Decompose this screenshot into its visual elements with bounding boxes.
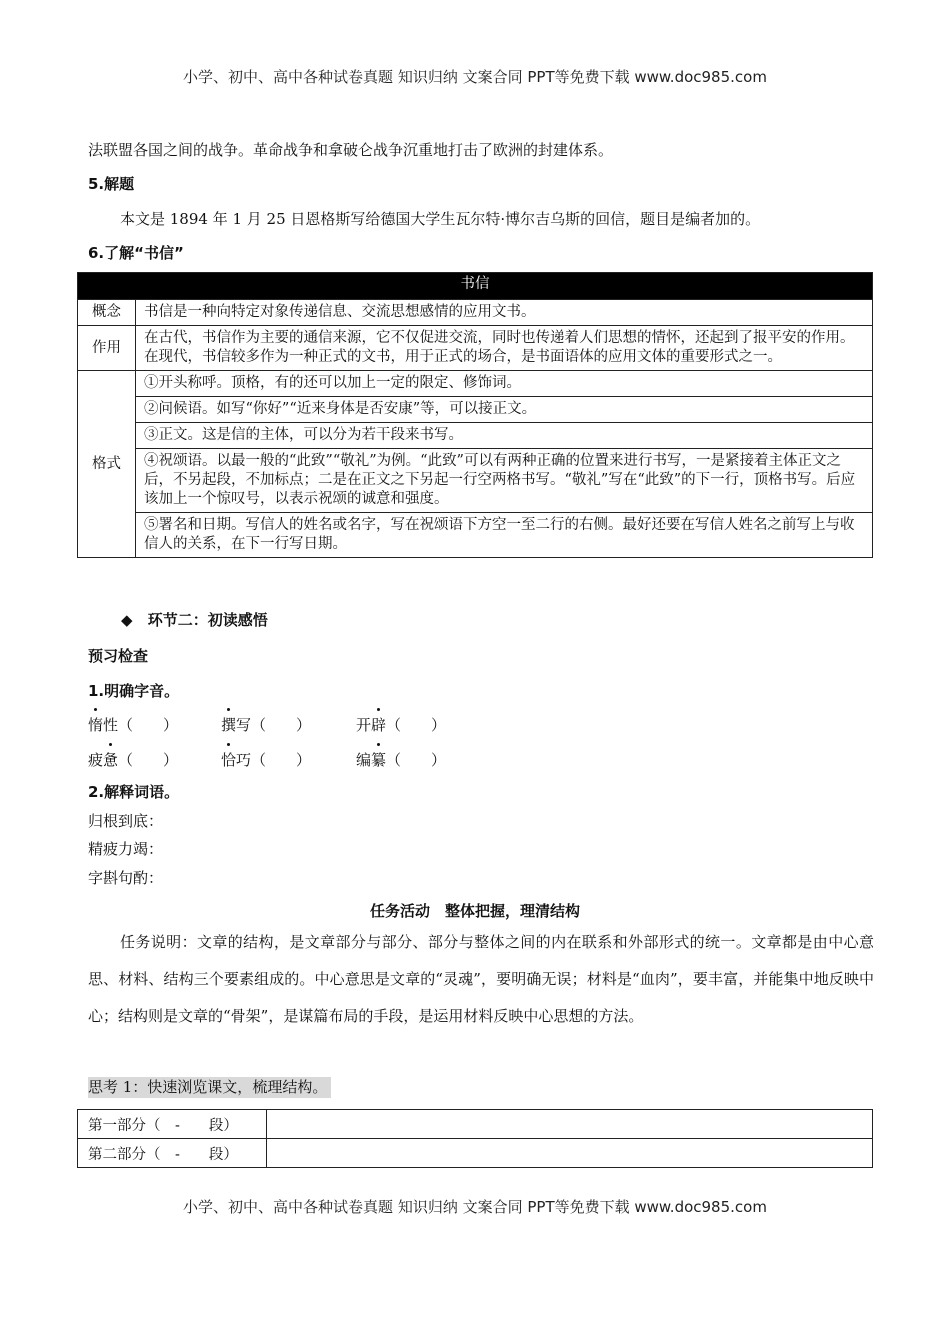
stage2-title: 环节二：初读感悟 bbox=[147, 611, 268, 629]
format-item: ②问候语。如写“你好”“近来身体是否安康”等，可以接正文。 bbox=[136, 397, 873, 423]
think1-prompt: 思考 1：快速浏览课文，梳理结构。 bbox=[88, 1077, 331, 1098]
section5-title: 5.解题 bbox=[88, 175, 135, 193]
task-description: 任务说明：文章的结构，是文章部分与部分、部分与整体之间的内在联系和外部形式的统一。文章都是由中心意思、材料、结构三个要素组成的。中心意思是文章的“灵魂”，要明确无误；材料是“血肉”，要丰富，并能集中地反映中心；结构则是文章的“骨架”，是谋篇布局的手段，是运用材料反映中心思想的方法。 bbox=[88, 933, 874, 1025]
term-item: 精疲力竭： bbox=[88, 840, 164, 858]
structure-part-label: 第二部分（ - 段） bbox=[78, 1139, 267, 1168]
structure-part-input[interactable] bbox=[267, 1139, 873, 1168]
format-item: ⑤署名和日期。写信人的姓名或名字，写在祝颂语下方空一至二行的右侧。最好还要在写信人姓名之前写上与收信人的关系，在下一行写日期。 bbox=[136, 513, 873, 558]
page-footer: 小学、初中、高中各种试卷真题 知识归纳 文案合同 PPT等免费下载 www.doc985.com bbox=[183, 1198, 767, 1216]
stage2-heading bbox=[121, 609, 268, 630]
page-header: 小学、初中、高中各种试卷真题 知识归纳 文案合同 PPT等免费下载 www.doc985.com bbox=[183, 68, 767, 86]
pinyin-item: 开辟（ ） bbox=[356, 716, 447, 734]
q1-title: 1.明确字音。 bbox=[88, 682, 180, 700]
diamond-bullet-icon: ◆ bbox=[121, 611, 133, 629]
structure-part-label: 第一部分（ - 段） bbox=[78, 1110, 267, 1139]
pinyin-item: 疲惫（ ） bbox=[88, 751, 179, 769]
format-label: 格式 bbox=[78, 371, 136, 558]
pinyin-item: 惰性（ ） bbox=[88, 716, 179, 734]
pinyin-item: 撰写（ ） bbox=[221, 716, 312, 734]
function-text: 在古代，书信作为主要的通信来源，它不仅促进交流，同时也传递着人们思想的情怀，还起到了报平安的作用。在现代，书信较多作为一种正式的文书，用于正式的场合，是书面语体的应用文体的重要形式之一。 bbox=[136, 326, 873, 371]
format-item: ①开头称呼。顶格，有的还可以加上一定的限定、修饰词。 bbox=[136, 371, 873, 397]
preview-title: 预习检查 bbox=[88, 647, 149, 665]
letter-table bbox=[77, 272, 873, 558]
term-item: 字斟句酌： bbox=[88, 869, 164, 887]
q2-title: 2.解释词语。 bbox=[88, 783, 180, 801]
pinyin-item: 恰巧（ ） bbox=[221, 751, 312, 769]
concept-label: 概念 bbox=[78, 300, 136, 326]
section5-text: 本文是 1894 年 1 月 25 日恩格斯写给德国大学生瓦尔特·博尔吉乌斯的回信，题目是编者加的。 bbox=[120, 210, 761, 228]
structure-table bbox=[77, 1109, 873, 1168]
structure-part-input[interactable] bbox=[267, 1110, 873, 1139]
term-item: 归根到底： bbox=[88, 812, 164, 830]
letter-table-header: 书信 bbox=[78, 273, 873, 300]
intro-line: 法联盟各国之间的战争。革命战争和拿破仑战争沉重地打击了欧洲的封建体系。 bbox=[88, 141, 614, 159]
format-item: ③正文。这是信的主体，可以分为若干段来书写。 bbox=[136, 423, 873, 449]
concept-text: 书信是一种向特定对象传递信息、交流思想感情的应用文书。 bbox=[136, 300, 873, 326]
section6-title: 6.了解“书信” bbox=[88, 244, 184, 262]
pinyin-item: 编纂（ ） bbox=[356, 751, 447, 769]
task-title: 任务活动 整体把握，理清结构 bbox=[369, 902, 580, 920]
format-item: ④祝颂语。以最一般的“此致”“敬礼”为例。“此致”可以有两种正确的位置来进行书写，一是紧接着主体正文之后，不另起段，不加标点；二是在正文之下另起一行空两格书写。“敬礼”写在“此致”的下一行，顶格书写。后应该加上一个惊叹号，以表示祝颂的诚意和强度。 bbox=[136, 449, 873, 513]
function-label: 作用 bbox=[78, 326, 136, 371]
